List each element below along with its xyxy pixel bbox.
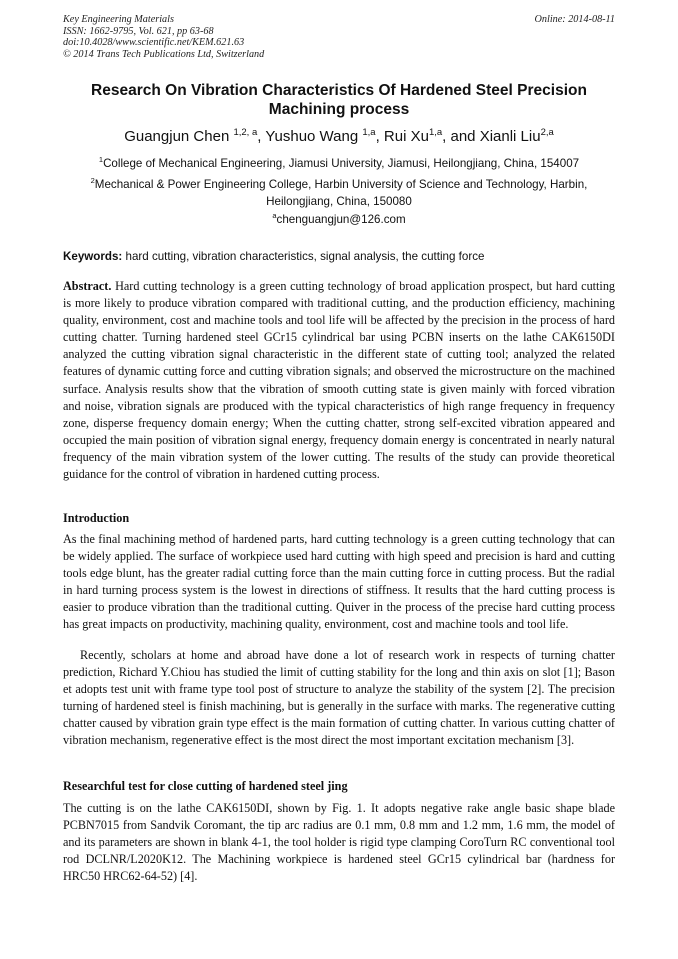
paper-title: Research On Vibration Characteristics Of Hardened Steel Precision Machining process (91, 82, 587, 118)
introduction-paragraph-1: As the final machining method of hardened parts, hard cutting technology is a green cutting technology that can be widely applied. The surface of workpiece used hard cutting with high speed and precision is hard and cutting tools edge blunt, has the greater radial cutting force than the main cutting force in cutting process. But the radial in hard turning process system is the lowest in directions of stiffness. It results that the hard cutting process is easier to produce vibration than the traditional cutting. Quiver in the process of the precise hard cutting process has great impacts on productivity, machining quality, environment, cost and machine tools and tool life. (63, 532, 615, 632)
email-text: chenguangjun@126.com (276, 213, 406, 226)
abstract-label: Abstract. (63, 279, 112, 293)
author-separator: , and (442, 128, 480, 145)
test-section-paragraph: The cutting is on the lathe CAK6150DI, shown by Fig. 1. It adopts negative rake angle basic shape blade PCBN7015 from Sandvik Coromant, the tip arc radius are 0.1 mm, 0.8 mm and 1.2 mm, 1.6 mm, the model of and its parameters are shown in blank 4-1, the tool holder is rigid type clamping CoroTurn RC conventional tool rod DCLNR/L2020K12. The Machining workpiece is hardened steel GCr15 cylindrical bar (hardness for HRC50 HRC62-64-52) [4]. (63, 801, 615, 884)
abstract-text: Hard cutting technology is a green cutting technology of broad application prospect, but hard cutting is more likely to produce vibration compared with traditional cutting, and the production efficiency, machining quality, environment, cost and machine tools and tool life will be affected by the precision in the process of hard cutting chatter. Turning hardened steel GCr15 cylindrical bar using PCBN inserts on the lathe CAK6150DI analyzed the cutting vibration signal characteristic in the different state of cutting tool; analyzed the related features of dynamic cutting force and cutting vibration signals; and observed the microstructure on the machined surface. Analysis results show that the vibration of smooth cutting state is given mainly with forced vibration and noise, vibration signals are produced with the typical characteristics of high range frequency in frequency zone, disperse frequency domain energy; When the cutting chatter, strong self-excited vibration appeared and occupied the main position of vibration signal energy, frequency domain energy is concentrated in nearly natural frequency of the main vibration system of the lower cutting. The results of the study can provide theoretical guidance for the control of vibration in hardened cutting process. (63, 279, 616, 482)
affiliation-text: College of Mechanical Engineering, Jiamusi University, Jiamusi, Heilongjiang, China, 154007 (103, 157, 580, 170)
email-mark: a (272, 211, 277, 220)
author-name: Rui Xu (383, 128, 429, 145)
author-list (63, 127, 615, 146)
copyright-line: © 2014 Trans Tech Publications Ltd, Switzerland (63, 48, 265, 60)
affiliation-mark: 1 (98, 155, 104, 164)
journal-header (63, 14, 615, 60)
keywords-text: hard cutting, vibration characteristics, signal analysis, the cutting force (125, 250, 485, 263)
introduction-heading: Introduction (63, 511, 130, 525)
author-separator: , (257, 128, 266, 145)
introduction-paragraph-2: Recently, scholars at home and abroad have done a lot of research work in respects of turning chatter prediction, Richard Y.Chiou has studied the limit of cutting stability for the long and thin axis on slot [1]; Bason et adopts test unit with frame type tool post of structure to analyze the stability of the system [2]. The precision turning of hardened steel is finish machining, but is generally in the surface with marks. The regenerative cutting chatter caused by vibration grain type effect is the main formation of cutting chatter. In various cutting chatter of vibration mechanism, regenerative effect is the most direct the most important excitation mechanism [3]. (63, 648, 615, 748)
journal-name: Key Engineering Materials (63, 14, 174, 25)
keywords (63, 249, 615, 265)
author-name: Guangjun Chen (124, 128, 230, 145)
affiliation-text: Mechanical & Power Engineering College, Harbin University of Science and Technology, Harbin, Heilongjiang, China, 150080 (94, 178, 588, 208)
author-email (63, 211, 615, 228)
author-affiliation-mark: 1,a (362, 127, 376, 138)
online-date: Online: 2014-08-11 (534, 14, 615, 25)
affiliation-2 (63, 176, 615, 210)
doi-line: doi:10.4028/www.scientific.net/KEM.621.63 (63, 37, 245, 49)
affiliation-mark: 2 (90, 176, 95, 185)
author-name: Xianli Liu (479, 128, 541, 145)
author-affiliation-mark: 2,a (540, 127, 554, 138)
keywords-label: Keywords: (63, 250, 123, 263)
author-affiliation-mark: 1,a (428, 127, 443, 138)
issn-line: ISSN: 1662-9795, Vol. 621, pp 63-68 (63, 25, 214, 37)
author-name: Yushuo Wang (265, 128, 359, 145)
test-section-heading: Researchful test for close cutting of hardened steel jing (63, 779, 348, 793)
abstract (63, 278, 615, 483)
affiliation-1 (63, 155, 615, 172)
author-affiliation-mark: 1,2, a (233, 127, 258, 138)
author-separator: , (375, 128, 384, 145)
